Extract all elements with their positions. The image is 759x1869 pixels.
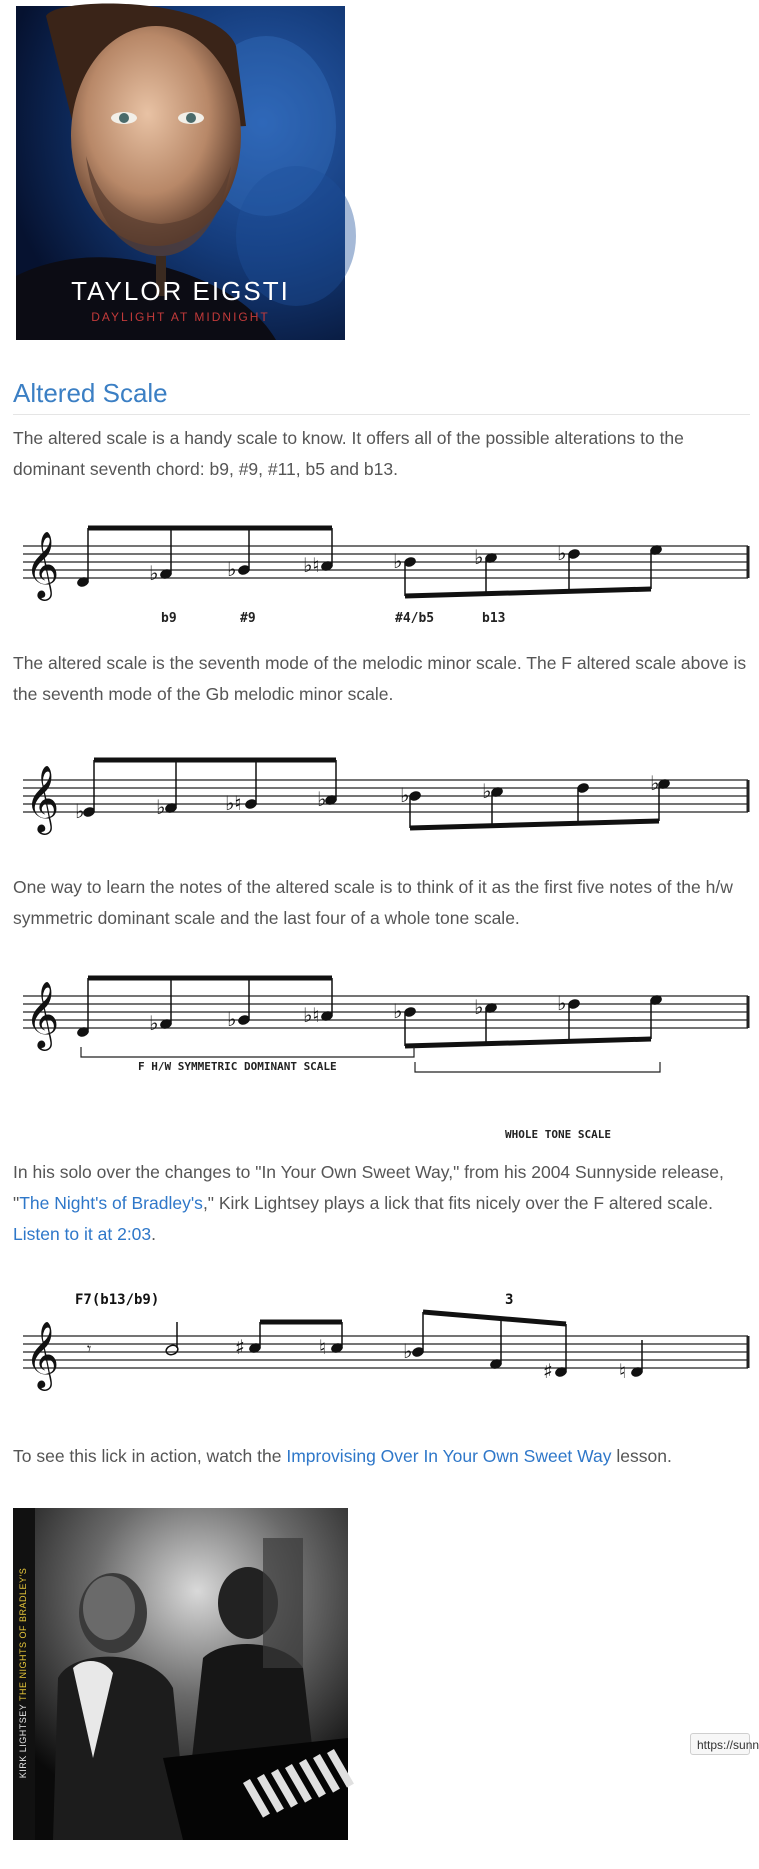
- svg-text:♭: ♭: [227, 557, 237, 581]
- spine-text: [18, 1518, 28, 1828]
- link-nights-of-bradleys[interactable]: The Night's of Bradley's: [19, 1193, 203, 1213]
- spine-title: THE NIGHTS OF BRADLEY'S: [18, 1567, 28, 1702]
- svg-text:♭♮: ♭♮: [225, 791, 242, 815]
- label-b13: b13: [482, 611, 506, 626]
- svg-text:♭: ♭: [400, 783, 410, 807]
- svg-text:♮: ♮: [319, 1335, 327, 1359]
- svg-text:♭: ♭: [557, 991, 567, 1015]
- paragraph-kirk-lightsey: [13, 1157, 750, 1250]
- album-spine: [13, 1508, 35, 1840]
- paragraph-lesson-link: [13, 1441, 750, 1472]
- svg-text:♭♮: ♭♮: [303, 553, 320, 577]
- triplet-marker: 3: [505, 1292, 514, 1308]
- notation-lick: [13, 1280, 750, 1405]
- svg-text:♭: ♭: [149, 1011, 159, 1035]
- svg-text:♯: ♯: [235, 1335, 245, 1359]
- staff-4: [13, 1280, 750, 1405]
- svg-text:𝄞: 𝄞: [25, 1320, 60, 1388]
- link-improvising-lesson[interactable]: Improvising Over In Your Own Sweet Way: [286, 1446, 612, 1466]
- url-tooltip: https://sunn: [690, 1733, 750, 1755]
- svg-text:♭: ♭: [393, 549, 403, 573]
- svg-text:𝄞: 𝄞: [25, 980, 60, 1048]
- notation-hw-whole-tone: [13, 960, 750, 1078]
- svg-text:♭: ♭: [149, 561, 159, 585]
- svg-text:𝄞: 𝄞: [25, 530, 60, 598]
- svg-text:♭: ♭: [403, 1339, 413, 1363]
- cover-artist-name: TAYLOR EIGSTI: [71, 276, 290, 306]
- para4-text-b: ," Kirk Lightsey plays a lick that fits nicely over the F altered scale.: [202, 1193, 713, 1213]
- album-cover-taylor-eigsti: [16, 6, 345, 340]
- staff-3: [13, 960, 750, 1078]
- svg-text:♭♮: ♭♮: [303, 1003, 320, 1027]
- svg-text:♭: ♭: [317, 787, 327, 811]
- svg-text:♮: ♮: [619, 1359, 627, 1383]
- para5-text-a: To see this lick in action, watch the: [13, 1446, 287, 1466]
- staff-1: [13, 510, 750, 630]
- svg-text:♭: ♭: [557, 541, 567, 565]
- svg-text:♭: ♭: [482, 779, 492, 803]
- svg-text:♭: ♭: [650, 771, 660, 795]
- paragraph-intro: The altered scale is a handy scale to know. It offers all of the possible alterations to the dominant seventh chord: b9, #9, #11, b5 and b13.: [13, 428, 684, 479]
- staff-2: [13, 740, 750, 840]
- paragraph-hw-whole-tone: One way to learn the notes of the altered scale is to think of it as the first five notes of the h/w symmetric dominant scale and the last four of a whole tone scale.: [13, 877, 733, 928]
- svg-text:𝄾: 𝄾: [87, 1339, 92, 1358]
- svg-text:♭: ♭: [75, 799, 85, 823]
- svg-text:♭: ♭: [474, 995, 484, 1019]
- link-listen-2-03[interactable]: Listen to it at 2:03: [13, 1224, 152, 1244]
- label-whole-tone: WHOLE TONE SCALE: [505, 1128, 611, 1141]
- para4-text-c: .: [151, 1224, 157, 1244]
- album-cover-kirk-lightsey: [13, 1508, 348, 1840]
- cover-photo: [13, 1508, 348, 1840]
- para4-text-a: In his solo over the changes to "In Your Own Sweet Way," from his 2004 Sunnyside release, ": [13, 1162, 724, 1213]
- section-heading: Altered Scale: [13, 378, 168, 408]
- notation-gb-melodic-minor: [13, 740, 750, 840]
- chord-symbol: F7(b13/b9): [75, 1292, 160, 1308]
- svg-text:♭: ♭: [156, 795, 166, 819]
- svg-text:♭: ♭: [393, 999, 403, 1023]
- svg-text:♭: ♭: [227, 1007, 237, 1031]
- svg-text:♯: ♯: [543, 1359, 553, 1383]
- heading-divider: [13, 414, 750, 415]
- label-hw-dominant: F H/W SYMMETRIC DOMINANT SCALE: [138, 1060, 337, 1073]
- para5-text-b: lesson.: [611, 1446, 672, 1466]
- spine-artist: KIRK LIGHTSEY: [18, 1703, 28, 1779]
- label-sharp9: #9: [240, 611, 256, 626]
- label-sharp4-b5: #4/b5: [395, 611, 435, 626]
- cover-album-title: DAYLIGHT AT MIDNIGHT: [91, 310, 270, 324]
- svg-text:♭: ♭: [474, 545, 484, 569]
- label-b9: b9: [161, 611, 177, 626]
- svg-text:𝄞: 𝄞: [25, 764, 60, 832]
- paragraph-melodic-minor: The altered scale is the seventh mode of the melodic minor scale. The F altered scale above is the seventh mode of the Gb melodic minor scale.: [13, 653, 747, 704]
- notation-altered-scale: [13, 510, 750, 630]
